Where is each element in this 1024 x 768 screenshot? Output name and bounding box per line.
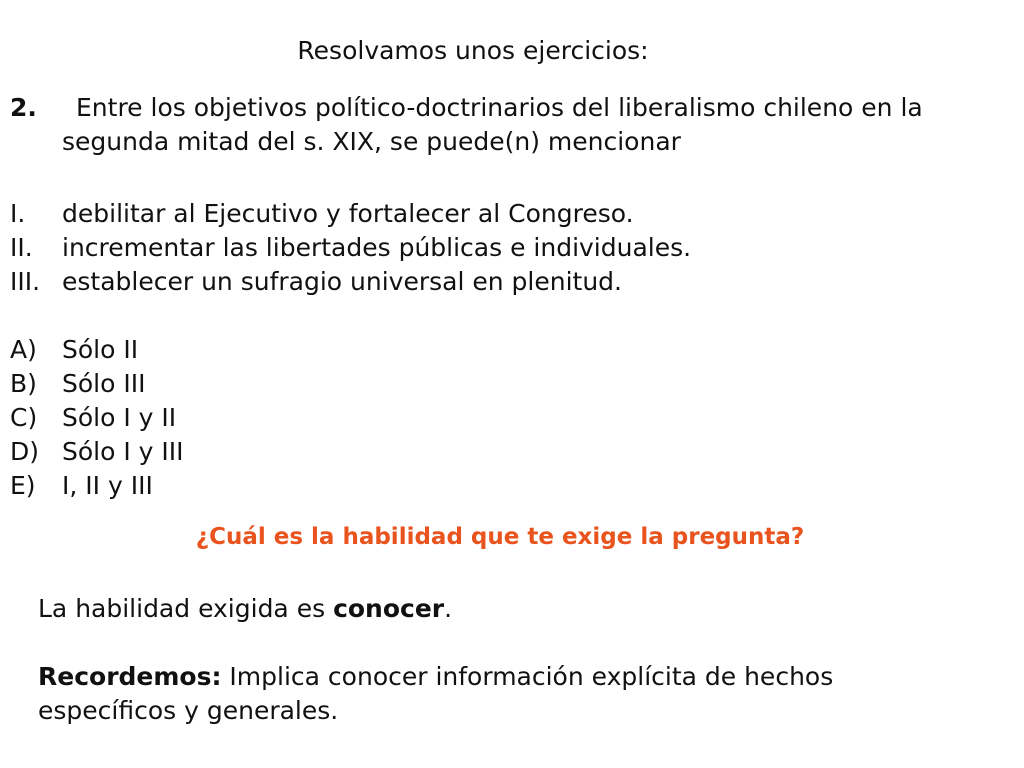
option-text: Sólo I y II	[62, 403, 177, 432]
option-marker: A)	[10, 335, 37, 364]
slide-title: Resolvamos unos ejercicios:	[297, 36, 649, 65]
statement-text: incrementar las libertades públicas e individuales.	[62, 233, 692, 262]
option-marker: D)	[10, 437, 40, 466]
skill-prompt: ¿Cuál es la habilidad que te exige la pregunta?	[195, 524, 805, 550]
question-text: Entre los objetivos político-doctrinarios del liberalismo chileno en la segunda mitad del s. XIX, se puede(n) mencionar	[62, 93, 923, 156]
recall-line	[38, 660, 938, 728]
statement-marker: I.	[10, 199, 26, 228]
answer-prefix: La habilidad exigida es	[38, 594, 334, 623]
recall-label: Recordemos:	[38, 662, 222, 691]
statement-text: debilitar al Ejecutivo y fortalecer al Congreso.	[62, 199, 634, 228]
option-text: Sólo II	[62, 335, 139, 364]
answer-block	[38, 592, 938, 728]
spacer	[38, 626, 938, 660]
option-text: Sólo I y III	[62, 437, 184, 466]
answer-line	[38, 592, 938, 626]
question-number: 2.	[10, 93, 37, 122]
statement-marker: III.	[10, 267, 41, 296]
option-text: I, II y III	[62, 471, 153, 500]
option-marker: E)	[10, 471, 36, 500]
recall-text: Implica conocer información explícita de hechos específicos y generales.	[38, 662, 834, 725]
statement-text: establecer un sufragio universal en plenitud.	[62, 267, 622, 296]
statement-marker: II.	[10, 233, 33, 262]
answer-skill: conocer	[333, 594, 445, 623]
answer-suffix: .	[444, 594, 453, 623]
option-marker: C)	[10, 403, 38, 432]
option-text: Sólo III	[62, 369, 146, 398]
option-marker: B)	[10, 369, 37, 398]
